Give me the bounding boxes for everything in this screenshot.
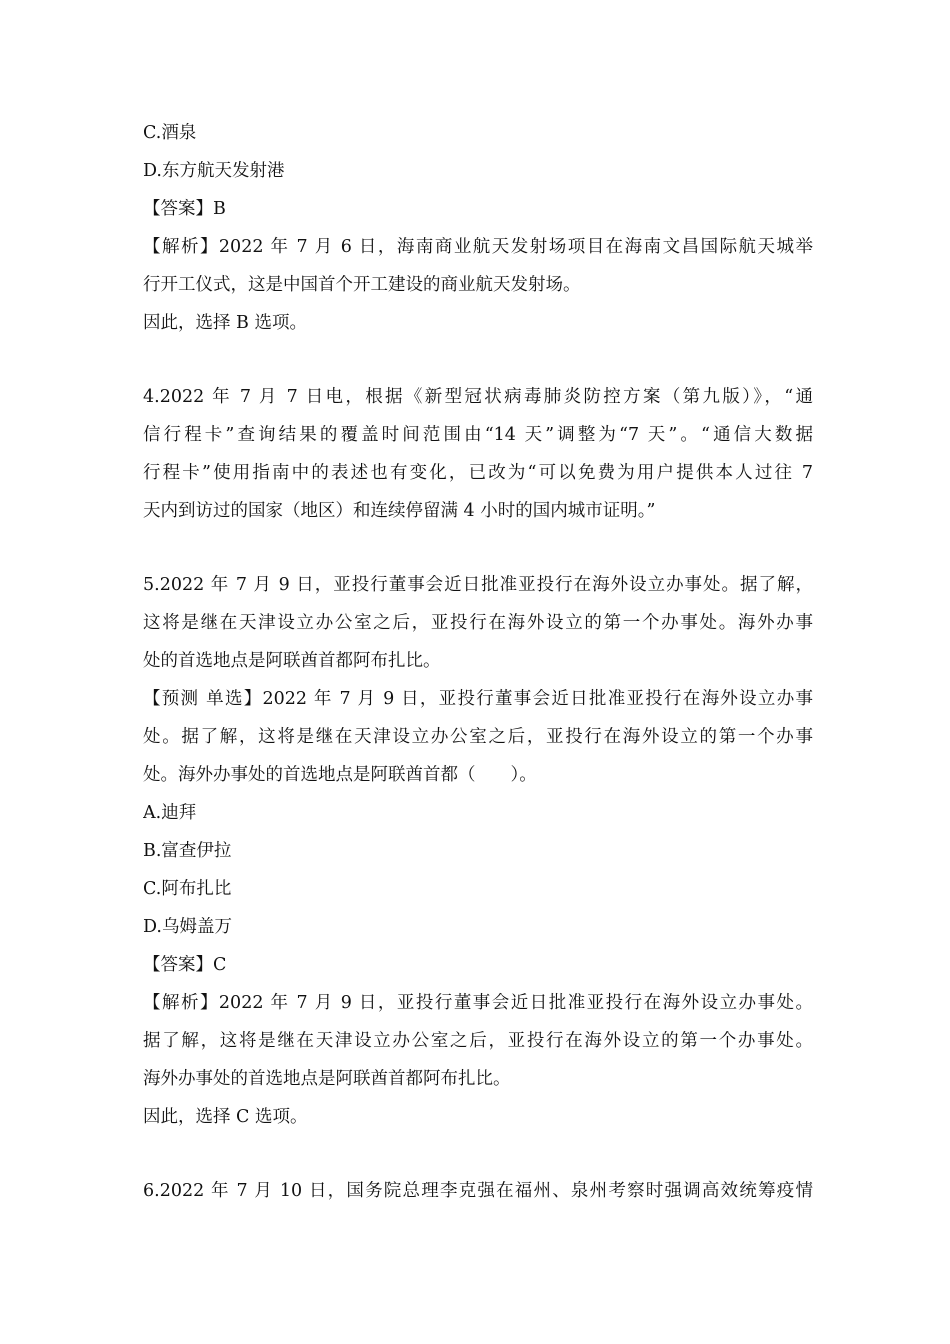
analysis-line: 【解析】2022 年 7 月 6 日，海南商业航天发射场项目在海南文昌国际航天城举 [143,237,813,257]
analysis-line: 海外办事处的首选地点是阿联酋首都阿布扎比。 [143,1069,511,1089]
answer-label: 【答案】C [143,955,227,975]
item-4-line: 4.2022 年 7 月 7 日电，根据《新型冠状病毒肺炎防控方案（第九版）》，“通 [143,387,813,407]
conclusion-line: 因此，选择 B 选项。 [143,313,307,333]
item-6-line: 6.2022 年 7 月 10 日，国务院总理李克强在福州、泉州考察时强调高效统筹疫情 [143,1181,813,1201]
prediction-question-line: 处。据了解，这将是继在天津设立办公室之后，亚投行在海外设立的第一个办事 [143,727,813,747]
answer-label: 【答案】B [143,199,226,219]
conclusion-line: 因此，选择 C 选项。 [143,1107,308,1127]
option-b: B.富查伊拉 [143,841,232,861]
prediction-question-line: 【预测 单选】2022 年 7 月 9 日，亚投行董事会近日批准亚投行在海外设立办事 [143,689,813,709]
prediction-question-line: 处。海外办事处的首选地点是阿联酋首都（ ）。 [143,765,537,785]
item-5-line: 处的首选地点是阿联酋首都阿布扎比。 [143,651,441,671]
analysis-line: 据了解，这将是继在天津设立办公室之后，亚投行在海外设立的第一个办事处。 [143,1031,813,1051]
analysis-line: 【解析】2022 年 7 月 9 日，亚投行董事会近日批准亚投行在海外设立办事处。 [143,993,813,1013]
item-4-line: 天内到访过的国家（地区）和连续停留满 4 小时的国内城市证明。” [143,501,656,521]
analysis-line: 行开工仪式，这是中国首个开工建设的商业航天发射场。 [143,275,581,295]
option-d: D.乌姆盖万 [143,917,232,937]
item-4-line: 行程卡”使用指南中的表述也有变化，已改为“可以免费为用户提供本人过往 7 [143,463,813,483]
item-5-line: 5.2022 年 7 月 9 日，亚投行董事会近日批准亚投行在海外设立办事处。据了解， [143,575,813,595]
option-c: C.阿布扎比 [143,879,232,899]
option-c-jiuquan: C.酒泉 [143,123,197,143]
item-4-line: 信行程卡”查询结果的覆盖时间范围由“14 天”调整为“7 天”。“通信大数据 [143,425,813,445]
option-a: A.迪拜 [143,803,197,823]
item-5-line: 这将是继在天津设立办公室之后，亚投行在海外设立的第一个办事处。海外办事 [143,613,813,633]
option-d-dongfang: D.东方航天发射港 [143,161,285,181]
